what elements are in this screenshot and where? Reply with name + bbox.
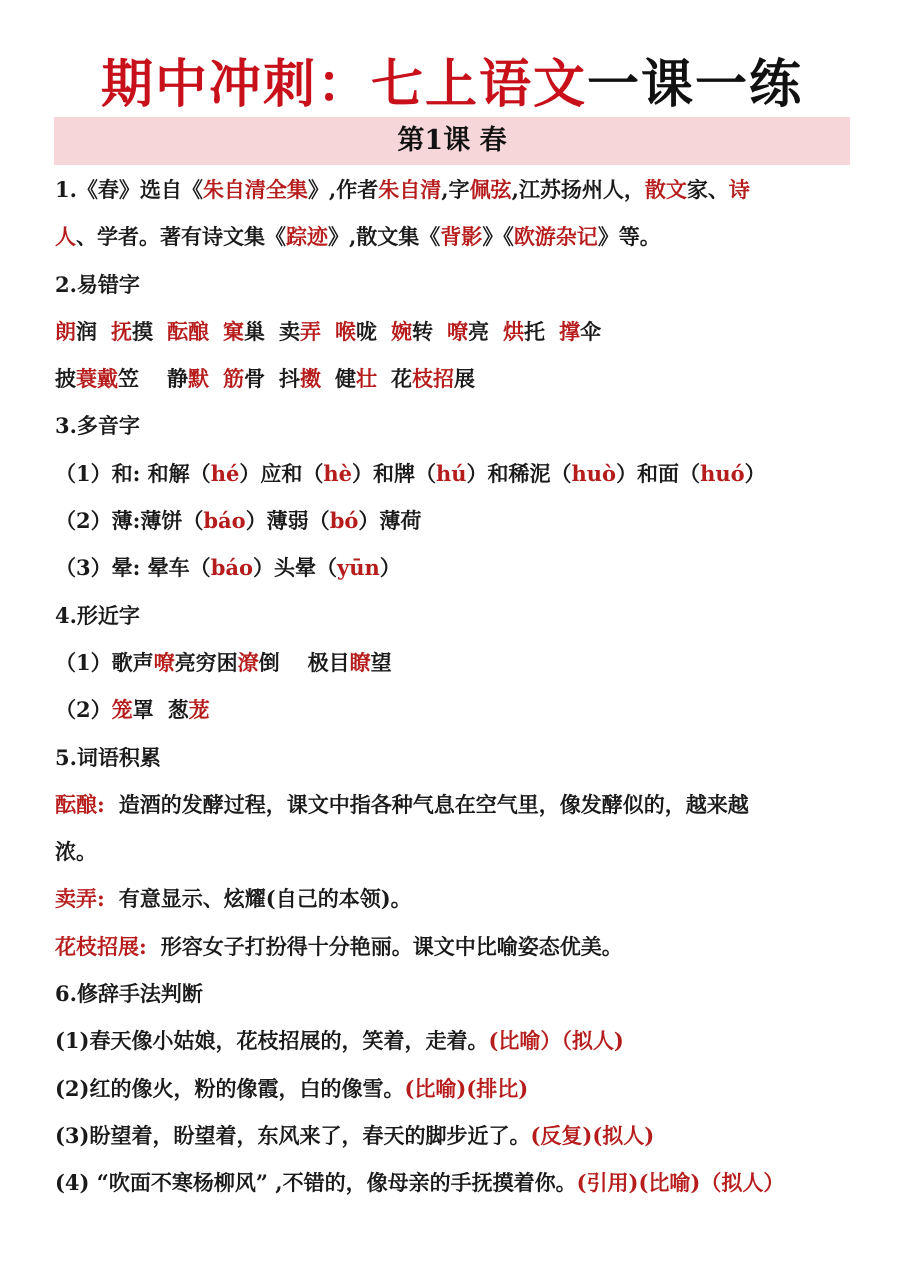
word-rest: 骨 (244, 366, 265, 392)
text: 》《 (482, 224, 514, 250)
word-rest: 展 (454, 366, 475, 392)
polyphone-line-3 (55, 544, 855, 591)
sentence: (2)红的像火，粉的像霞，白的像雪。 (55, 1075, 405, 1101)
vocab-item-1-cont: 浓。 (55, 839, 97, 865)
text: 极目 (307, 649, 350, 675)
text: 》等。 (597, 224, 661, 250)
text: ）和稀泥（ (466, 460, 572, 486)
text: 家、 (686, 177, 729, 202)
text: ,江苏扬州人， (511, 177, 645, 202)
key-char: 瞭 (349, 649, 371, 675)
rhetoric-answer: (比喻）（拟人) (488, 1028, 624, 1054)
word-key: 默 (188, 366, 209, 392)
polyphone-line-1 (55, 450, 855, 497)
rhetoric-answer: (反复)(拟人) (530, 1122, 655, 1148)
page-title (0, 50, 904, 120)
word-key: 嘹 (447, 318, 468, 344)
intro-line-1 (55, 166, 855, 213)
text: 》,散文集《 (328, 224, 441, 250)
key-char: 潦 (237, 649, 259, 675)
sentence: (4) “吹面不寒杨柳风” ,不错的，像母亲的手抚摸着你。 (55, 1170, 577, 1196)
key-char: 笼 (111, 697, 133, 723)
text: ,字 (441, 177, 470, 202)
answer: 朱自清 (378, 177, 442, 202)
vocab-term: 酝酿: (55, 791, 105, 817)
pinyin: yūn (337, 555, 380, 581)
title-black-part: 一课一练 (587, 55, 804, 115)
sentence: (3)盼望着，盼望着，东风来了，春天的脚步近了。 (55, 1122, 531, 1148)
text: ）头晕（ (253, 555, 337, 581)
word-key: 筋 (223, 366, 244, 392)
pinyin: hé (210, 460, 240, 486)
word-rest: 亮 (468, 318, 489, 344)
rhetoric-item-4 (55, 1159, 855, 1206)
pinyin: hú (435, 460, 467, 486)
rhetoric-answer: (引用)(比喻)（拟人） (576, 1170, 785, 1196)
word-rest: 笠 (118, 366, 139, 392)
rhetoric-item-2 (55, 1065, 855, 1112)
similar-chars-line-1 (55, 639, 855, 686)
word-key: 婉 (391, 318, 412, 344)
text: ） (379, 555, 401, 581)
section-heading-vocabulary: 5.词语积累 (55, 744, 161, 770)
pinyin: báo (210, 555, 253, 581)
typo-row-2 (55, 355, 855, 402)
word-key: 枝招 (412, 366, 454, 392)
answer: 欧游杂记 (513, 224, 598, 250)
section-heading-typos: 2.易错字 (55, 271, 140, 297)
section-heading-rhetoric: 6.修辞手法判断 (55, 981, 203, 1007)
vocab-item-2 (55, 875, 855, 922)
word-rest: 转 (412, 318, 433, 344)
polyphone-line-2 (55, 497, 855, 544)
typo-row-1 (55, 308, 855, 355)
worksheet-content (55, 166, 855, 1207)
rhetoric-item-1 (55, 1017, 855, 1064)
text: 葱 (167, 697, 189, 723)
pinyin: bó (329, 508, 359, 534)
word-rest: 静 (167, 366, 188, 392)
word-rest: 润 (76, 318, 97, 344)
rhetoric-item-3 (55, 1112, 855, 1159)
answer: 背影 (440, 224, 483, 250)
vocab-definition: 形容女子打扮得十分艳丽。课文中比喻姿态优美。 (160, 933, 623, 959)
vocab-item-1 (55, 781, 855, 828)
text: 》,作者 (307, 177, 379, 202)
text: ）和牌（ (351, 460, 436, 486)
text: 罩 (132, 697, 154, 723)
word-key: 蓑戴 (76, 366, 118, 392)
text: （2）薄:薄饼（ (55, 508, 204, 534)
word-key: 朗 (55, 318, 76, 344)
vocab-definition: 有意显示、炫耀(自己的本领)。 (118, 886, 412, 912)
word-key: 壮 (356, 366, 377, 392)
section-heading-polyphones: 3.多音字 (55, 413, 140, 439)
answer: 散文 (644, 177, 687, 202)
answer: 朱自清全集 (202, 177, 308, 202)
word-rest: 伞 (580, 318, 601, 344)
word-rest: 花 (391, 366, 412, 392)
rhetoric-answer: (比喻)(排比) (404, 1075, 529, 1101)
sentence: (1)春天像小姑娘，花枝招展的，笑着，走着。 (55, 1028, 489, 1054)
section-heading-similar-chars: 4.形近字 (55, 602, 140, 628)
word-key: 撑 (559, 318, 580, 344)
key-char: 茏 (188, 697, 210, 723)
text: （2） (55, 697, 112, 723)
text: 、学者。著有诗文集《 (76, 224, 286, 250)
answer: 踪迹 (286, 224, 328, 250)
key-char: 嘹 (153, 649, 175, 675)
word-rest: 巢 (244, 318, 265, 344)
word-rest: 健 (335, 366, 356, 392)
pinyin: hè (323, 460, 352, 486)
word-rest: 咙 (356, 318, 377, 344)
text: ） (744, 460, 766, 486)
vocab-item-3 (55, 923, 855, 970)
word-rest: 披 (55, 366, 76, 392)
word-key: 弄 (300, 318, 321, 344)
vocab-term: 花枝招展: (55, 933, 147, 959)
word-rest: 摸 (132, 318, 153, 344)
text: 倒 (258, 649, 280, 675)
word-key: 窠 (223, 318, 244, 344)
text: （1）和: 和解（ (55, 460, 211, 486)
text: 望 (370, 649, 392, 675)
word-key: 烘 (503, 318, 524, 344)
word-rest: 托 (524, 318, 545, 344)
word-key: 酝酿 (167, 318, 209, 344)
title-red-part: 期中冲刺：七上语文 (100, 55, 587, 115)
answer: 佩弦 (469, 177, 512, 202)
pinyin: huó (700, 460, 745, 486)
text: ）应和（ (239, 460, 324, 486)
text: 亮穷困 (174, 649, 238, 675)
vocab-definition: 造酒的发酵过程，课文中指各种气息在空气里，像发酵似的，越来越 (118, 791, 749, 817)
word-key: 喉 (335, 318, 356, 344)
text: ）和面（ (616, 460, 701, 486)
similar-chars-line-2 (55, 686, 855, 733)
word-key: 抚 (111, 318, 132, 344)
lesson-title-bar: 第1课 春 (54, 117, 850, 165)
answer: 诗 (728, 177, 750, 202)
text: 1.《春》选自《 (55, 177, 203, 202)
text: （3）晕: 晕车（ (55, 555, 211, 581)
word-rest: 卖 (279, 318, 300, 344)
word-key: 擞 (300, 366, 321, 392)
intro-line-2 (55, 213, 855, 260)
pinyin: huò (571, 460, 617, 486)
text: ）薄荷 (358, 508, 422, 534)
text: ）薄弱（ (245, 508, 330, 534)
pinyin: báo (203, 508, 246, 534)
text: （1）歌声 (55, 649, 154, 675)
word-rest: 抖 (279, 366, 300, 392)
vocab-term: 卖弄: (55, 886, 105, 912)
answer: 人 (55, 224, 76, 250)
